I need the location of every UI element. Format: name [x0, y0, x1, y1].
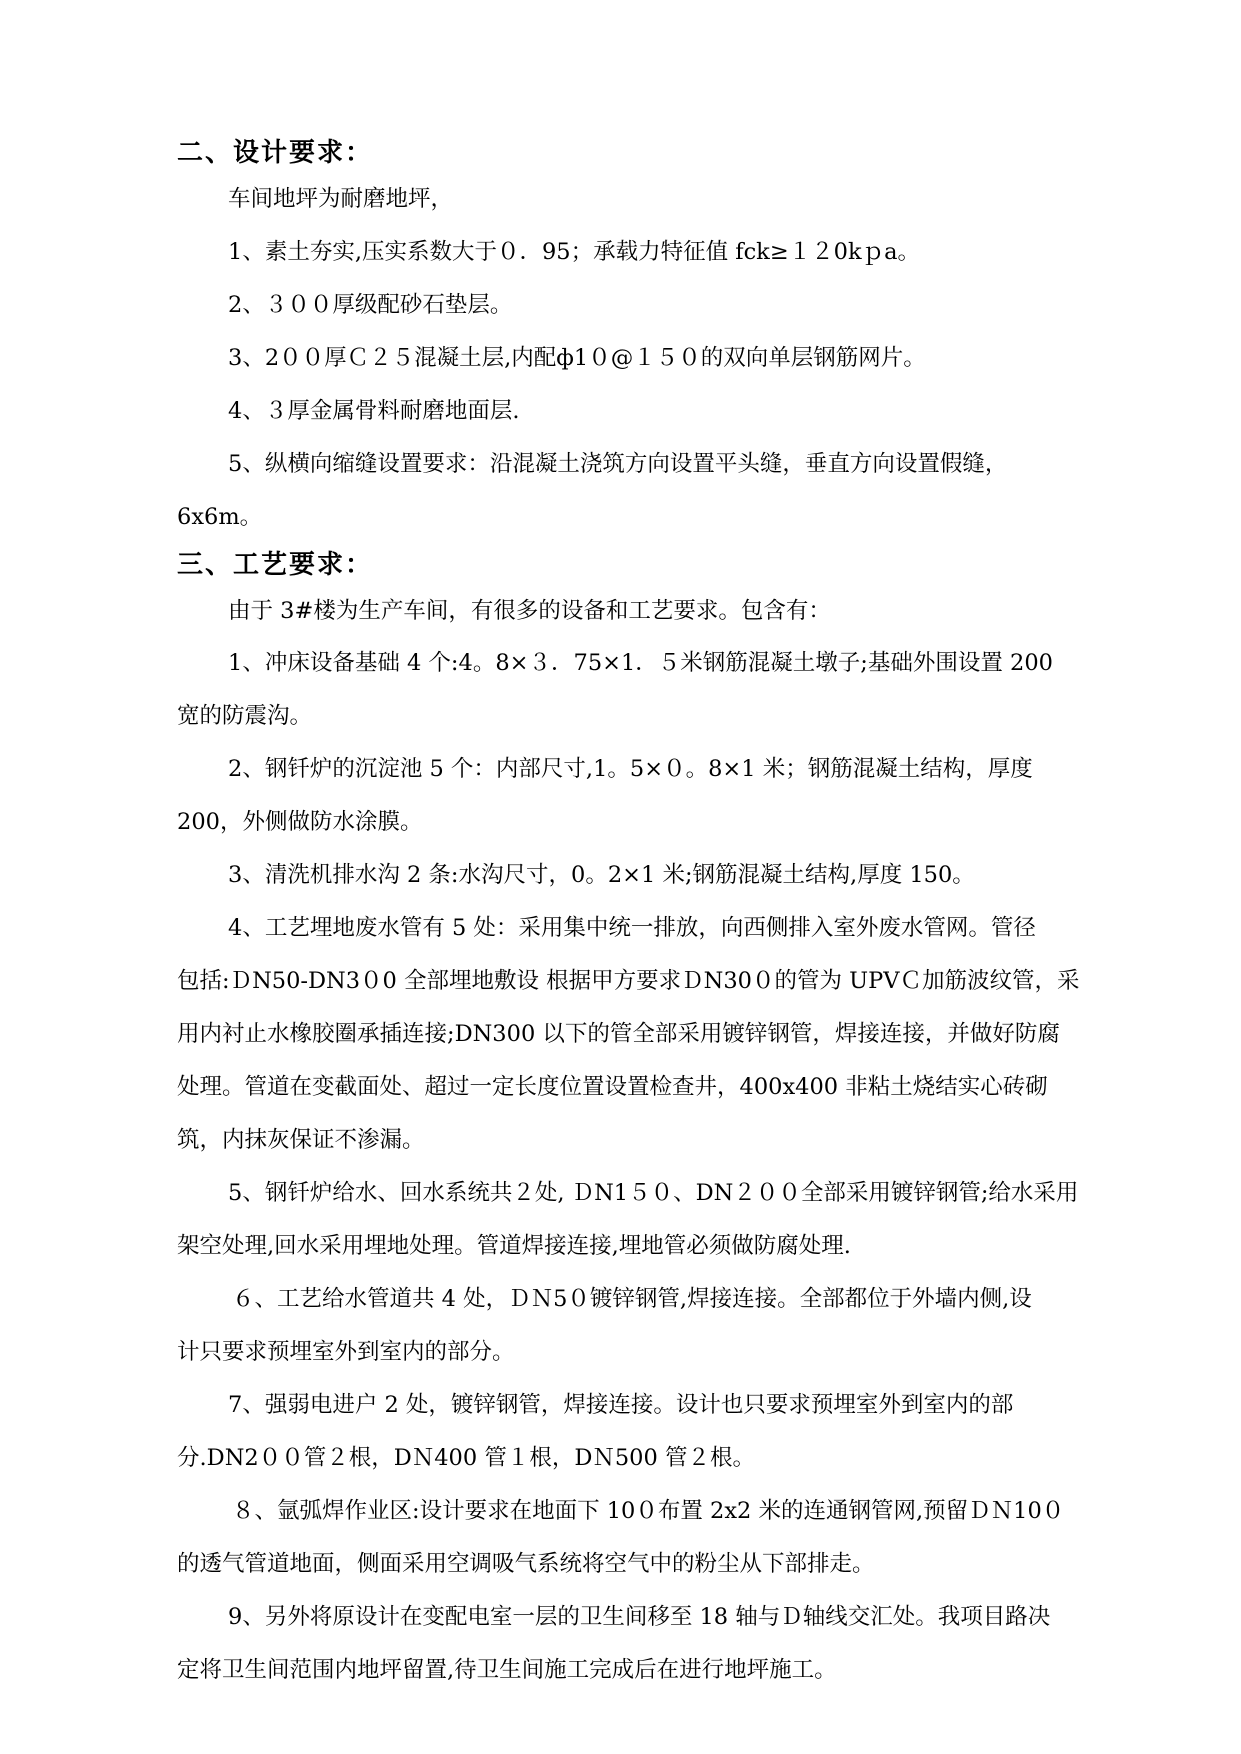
paragraph-line: 5、钢钎炉给水、回水系统共２处, ＤN1５０、DN２００全部采用镀锌钢管;给水采用 — [228, 1180, 1079, 1206]
paragraph-line: 计只要求预埋室外到室内的部分。 — [177, 1339, 515, 1365]
paragraph-line: 200，外侧做防水涂膜。 — [177, 809, 423, 835]
paragraph-line: 分.DN2００管２根，DＮ400 管１根，DＮ500 管２根。 — [177, 1445, 755, 1471]
paragraph-line: 9、另外将原设计在变配电室一层的卫生间移至 18 轴与Ｄ轴线交汇处。我项目路决 — [228, 1604, 1051, 1630]
paragraph-line: 4、３厚金属骨料耐磨地面层. — [228, 398, 520, 424]
paragraph-line: 宽的防震沟。 — [177, 703, 313, 729]
paragraph-line: 4、工艺埋地废水管有 5 处：采用集中统一排放，向西侧排入室外废水管网。管径 — [228, 915, 1036, 941]
paragraph-line: 处理。管道在变截面处、超过一定长度位置设置检查井，400x400 非粘土烧结实心砖砌 — [177, 1074, 1048, 1100]
paragraph-line: ８、氩弧焊作业区:设计要求在地面下 10０布置 2x2 米的连通钢管网,预留ＤＮ10０ — [232, 1498, 1065, 1524]
paragraph-line: 筑，内抹灰保证不渗漏。 — [177, 1127, 425, 1153]
paragraph-line: 1、素土夯实,压实系数大于０．95；承载力特征值 fck≥１２0kｐa。 — [228, 239, 921, 265]
paragraph-line: 架空处理,回水采用埋地处理。管道焊接连接,埋地管必须做防腐处理. — [177, 1233, 851, 1259]
paragraph-line: 3、清洗机排水沟 2 条:水沟尺寸，0。2×1 米;钢筋混凝土结构,厚度 150。 — [228, 862, 975, 888]
paragraph-line: 2、钢钎炉的沉淀池 5 个：内部尺寸,1。5×０。8×1 米；钢筋混凝土结构，厚度 — [228, 756, 1033, 782]
paragraph-line: 3、2００厚Ｃ２５混凝土层,内配ф1０@１５０的双向单层钢筋网片。 — [228, 345, 926, 371]
paragraph-line: 5、纵横向缩缝设置要求：沿混凝土浇筑方向设置平头缝，垂直方向设置假缝， — [228, 451, 1008, 477]
paragraph-line: 由于 3#楼为生产车间，有很多的设备和工艺要求。包含有： — [228, 598, 831, 624]
paragraph-line: 用内衬止水橡胶圈承插连接;DN300 以下的管全部采用镀锌钢管，焊接连接，并做好防腐 — [177, 1021, 1060, 1047]
section-heading-process-requirements: 三、工艺要求： — [177, 550, 374, 580]
paragraph-line: 1、冲床设备基础 4 个:4。8×３．75×1．５米钢筋混凝土墩子;基础外围设置 200 — [228, 650, 1053, 676]
paragraph-line: 6x6m。 — [177, 504, 263, 530]
paragraph-line: 7、强弱电进户 2 处，镀锌钢管，焊接连接。设计也只要求预埋室外到室内的部 — [228, 1392, 1014, 1418]
paragraph-line: ６、工艺给水管道共 4 处，ＤＮ5０镀锌钢管,焊接连接。全部都位于外墙内侧,设 — [232, 1286, 1032, 1312]
paragraph-line: 的透气管道地面，侧面采用空调吸气系统将空气中的粉尘从下部排走。 — [177, 1551, 875, 1577]
paragraph-line: 2、３００厚级配砂石垫层。 — [228, 292, 513, 318]
section-heading-design-requirements: 二、设计要求： — [177, 138, 374, 168]
paragraph-line: 车间地坪为耐磨地坪， — [228, 186, 454, 212]
paragraph-line: 包括:ＤN50-DN3０0 全部埋地敷设 根据甲方要求ＤN30０的管为 UPVＣ加筋波纹管，采 — [177, 968, 1080, 994]
paragraph-line: 定将卫生间范围内地坪留置,待卫生间施工完成后在进行地坪施工。 — [177, 1657, 837, 1683]
